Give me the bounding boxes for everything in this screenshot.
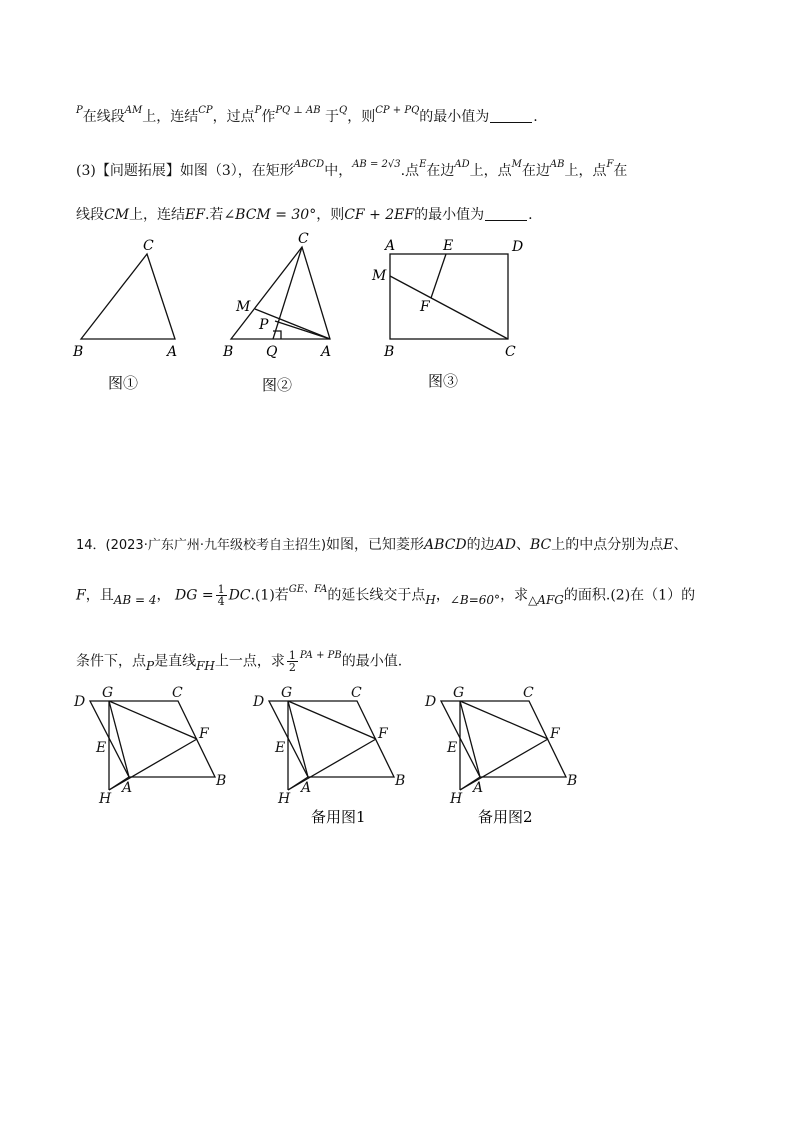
fig3-label-d: D (512, 239, 524, 255)
segment-ef (431, 254, 446, 298)
fig2-label-a: A (321, 344, 332, 360)
math-f: F (76, 587, 86, 604)
fig3-caption: 图③ (428, 372, 459, 390)
triangle-abc-2 (231, 247, 330, 339)
fig1-label-b: B (73, 344, 84, 360)
segment-pa (275, 321, 330, 339)
text: 上，点 (469, 163, 512, 179)
fig2-label-b: B (223, 344, 234, 360)
math-m: M (511, 159, 522, 170)
rhombus-figure-3 (441, 701, 566, 790)
fraction-denominator: 4 (217, 595, 225, 608)
math-ab: AB (549, 159, 565, 170)
fig2-label-p: P (259, 317, 269, 333)
rhombus-labels-3 (424, 685, 577, 807)
spare-figure-2-caption: 备用图2 (478, 808, 533, 826)
math-ab-eq: AB = 2√3 (352, 159, 401, 170)
label-g: G (102, 685, 114, 701)
segment-ga (460, 701, 480, 777)
text: 线段 (76, 207, 104, 223)
fig1-label-a: A (167, 344, 178, 360)
label-f: F (199, 726, 209, 742)
math-ef: EF (185, 207, 205, 223)
fig3-label-c: C (505, 344, 516, 360)
label-d: D (74, 694, 86, 710)
text: 、 (673, 537, 688, 553)
label-g: G (453, 685, 465, 701)
text: ，则 (347, 109, 376, 125)
fraction-denominator: 2 (288, 661, 296, 674)
label-a: A (473, 780, 484, 796)
text: 中， (324, 163, 353, 179)
text: 上，连结 (142, 109, 199, 125)
math-cf-2ef: CF + 2EF (344, 207, 415, 223)
segment-gf (109, 701, 197, 739)
text: 上，点 (564, 163, 607, 179)
label-c: C (523, 685, 534, 701)
text: ，求 (500, 587, 529, 604)
math-e: E (663, 537, 674, 553)
math-h: H (425, 592, 436, 607)
math-bc: BC (530, 537, 552, 553)
segment-ga (109, 701, 129, 777)
text: 在边 (426, 163, 455, 179)
text: 、 (516, 537, 530, 553)
question-source: (2023·广东广州·九年级校考自主招生) (105, 538, 327, 553)
figure-2 (231, 247, 330, 339)
label-d: D (425, 694, 437, 710)
text: .(1)若 (250, 587, 289, 604)
text: .若 (204, 207, 224, 223)
fig3-label-m: M (372, 268, 387, 284)
rhombus-labels-1 (73, 685, 226, 807)
text: 的延长线交于点 (327, 587, 426, 604)
text: 如图，已知菱形 (326, 537, 425, 553)
math-ad: AD (494, 537, 516, 553)
math-p2: P (254, 105, 262, 116)
spare-figure-1-caption: 备用图1 (311, 808, 366, 826)
label-a: A (301, 780, 312, 796)
label-g: G (281, 685, 293, 701)
part-label: (3) (76, 163, 96, 179)
math-abcd: ABCD (293, 159, 325, 170)
label-h: H (450, 791, 463, 807)
triangle-abc (81, 254, 175, 339)
text: 在线段 (82, 109, 125, 125)
rhombus-figure-2 (269, 701, 394, 790)
fig2-label-m: M (236, 299, 251, 315)
rhombus-figure-1 (90, 701, 215, 790)
text: .点 (400, 163, 420, 179)
math-cp-plus-pq: CP + PQ (375, 105, 420, 116)
text: ， (435, 587, 450, 604)
fig3-label-f: F (420, 299, 430, 315)
figure-3 (390, 254, 508, 339)
text: 于 (325, 109, 340, 125)
text: 在 (613, 163, 628, 179)
math-ad: AD (454, 159, 470, 170)
fraction-numerator: 1 (288, 649, 296, 662)
text: 如图（3），在矩形 (179, 163, 294, 179)
text: 的边 (466, 537, 495, 553)
text: 条件下，点 (76, 653, 146, 670)
label-e: E (275, 740, 286, 756)
fig3-label-a: A (385, 238, 396, 254)
label-e: E (447, 740, 458, 756)
fig1-caption: 图① (108, 374, 139, 392)
rectangle-abcd (390, 254, 508, 339)
label-b: B (216, 773, 227, 789)
label-h: H (99, 791, 112, 807)
text: . (533, 109, 538, 125)
segment-gf (460, 701, 548, 739)
q14-line1 (76, 534, 688, 554)
text: 的最小值. (341, 653, 403, 670)
text: 作 (261, 109, 276, 125)
fraction-one-half (287, 650, 298, 673)
fig3-label-b: B (384, 344, 395, 360)
figure-1 (81, 254, 175, 339)
label-e: E (96, 740, 107, 756)
math-ab-eq-4: AB = 4 (113, 592, 157, 607)
rhombus-labels-2 (252, 685, 405, 807)
fig2-label-q: Q (266, 344, 278, 360)
math-f: F (606, 159, 614, 170)
math-ge-fa: GE、FA (288, 583, 328, 595)
text: 的面积.(2)在（1）的 (563, 587, 696, 604)
label-c: C (172, 685, 183, 701)
text: . (528, 207, 533, 223)
math-angle-bcm: ∠BCM = 30° (223, 207, 317, 223)
part-tag: 【问题拓展】 (95, 163, 180, 179)
text: 的最小值为 (419, 109, 490, 125)
label-f: F (378, 726, 388, 742)
segment-gf (288, 701, 376, 739)
text: 上的中点分别为点 (551, 537, 664, 553)
segment-mc (390, 276, 508, 339)
text: 上，连结 (129, 207, 186, 223)
math-p: P (76, 105, 83, 116)
q14-line2 (76, 584, 695, 607)
label-a: A (122, 780, 133, 796)
label-b: B (395, 773, 406, 789)
math-pq-perp-ab: PQ ⊥ AB (275, 105, 321, 116)
label-h: H (278, 791, 291, 807)
math-p: P (146, 658, 155, 673)
fig1-label-c: C (143, 238, 154, 254)
fig3-label-e: E (443, 238, 454, 254)
label-d: D (253, 694, 265, 710)
math-angle-b: ∠B=60° (449, 592, 501, 607)
math-fh: FH (196, 658, 215, 673)
fraction-numerator: 1 (217, 583, 225, 596)
text: 上一点，求 (214, 653, 285, 670)
text: ，则 (316, 207, 345, 223)
question-number: 14． (76, 538, 106, 553)
fraction-one-quarter (216, 584, 227, 607)
fig2-label-c: C (298, 231, 309, 247)
math-cp: CP (198, 105, 213, 116)
label-c: C (351, 685, 362, 701)
fig2-caption: 图② (262, 376, 293, 394)
math-dg-eq: DG = (174, 587, 214, 604)
label-f: F (550, 726, 560, 742)
text: 的最小值为 (414, 207, 485, 223)
math-q: Q (339, 105, 348, 116)
text: ，过点 (212, 109, 255, 125)
text: ，且 (85, 587, 114, 604)
math-abcd: ABCD (424, 537, 467, 553)
text: 在边 (521, 163, 550, 179)
q14-line3 (76, 650, 402, 673)
math-dc: DC (228, 587, 251, 604)
math-pa-pb: PA + PB (299, 649, 342, 661)
math-cm: CM (104, 207, 130, 223)
label-b: B (567, 773, 578, 789)
math-am: AM (124, 105, 143, 116)
math-triangle-afg: △AFG (528, 592, 564, 607)
text: ， (156, 587, 171, 604)
text: 是直线 (154, 653, 197, 670)
segment-ga (288, 701, 308, 777)
math-e: E (419, 159, 427, 170)
